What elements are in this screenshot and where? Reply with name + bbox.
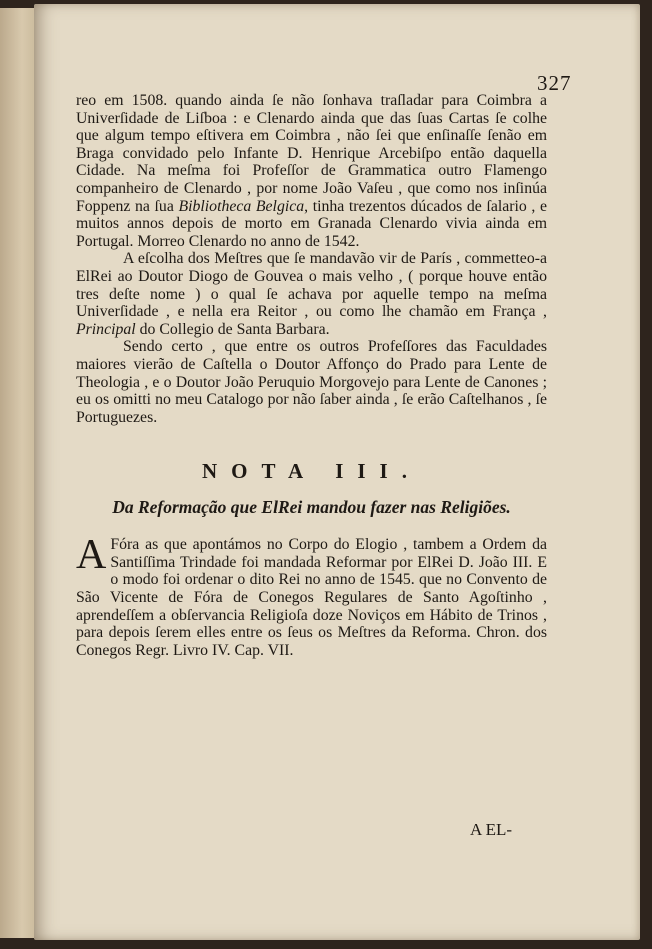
italic-term: Bibliotheca Belgica <box>178 197 305 215</box>
note-title: Da Reformação que ElRei mandou fazer nas Religiões. <box>112 497 511 518</box>
note-body-text: Fóra as que apontámos no Corpo do Elogio , tambem a Ordem da Santiſſima Trindade foi mandada Reformar por ElRei D. João III. E o modo foi ordenar o dito Rei no anno de 1545. que no Convento de São Vicente de Fóra de Conegos Regulares de Santo Agoſtinho , aprendeſſem a obſervancia Religioſa doze Noviços em Hábito de Trinos , para depois ſerem elles entre os ſeus os Meſtres da Reforma. Chron. dos Conegos Regr. Livro IV. Cap. VII. <box>76 536 547 659</box>
text-run: A eſcolha dos Meſtres que ſe mandavão vir de París , commetteo-a ElRei ao Doutor Diogo de Gouvea o mais velho , ( porque houve então tres deſte nome ) o qual ſe achava por aquelle tempo na meſma Univerſidade , e nella era Reitor , ou como lhe chamão em França , <box>76 250 547 321</box>
note-heading: NOTA III. <box>202 459 421 484</box>
page-text <box>76 92 547 659</box>
text-run: , tinha trezentos dúcados de ſalario , e muitos annos depois de morto em Granada Clenardo vivia ainda em Portugal. Morreo Clenardo no anno de 1542. <box>76 197 547 250</box>
paragraph-professores <box>76 338 547 426</box>
page-number: 327 <box>537 71 572 95</box>
text-run: Sendo certo , que entre os outros Profeſſores das Faculdades maiores vierão de Caſtella o Doutor Affonço do Prado para Lente de Theologia , e o Doutor João Peruquio Morgovejo para Lente de Canones ; eu os omitti no meu Catalogo por não ſaber ainda , ſe erão Caſtelhanos , ſe Portuguezes. <box>76 338 547 426</box>
italic-term: Principal <box>76 320 136 338</box>
text-run: do Collegio de Santa Barbara. <box>135 320 330 338</box>
note-body-paragraph <box>76 532 547 659</box>
catchword: A EL- <box>470 820 513 839</box>
drop-cap: A <box>76 532 107 579</box>
paragraph-mestres <box>76 250 547 338</box>
paragraph-clenardo <box>76 92 547 250</box>
text-run: reo em 1508. quando ainda ſe não ſonhava traſladar para Coimbra a Univerſidade de Liſboa : e Clenardo ainda que das ſuas Cartas ſe colhe que algum tempo eſtivera em Coimbra , não ſei que enſinaſſe ſenão em Braga convidado pelo Infante D. Henrique Arcebiſpo então daquella Cidade. Na meſma foi Profeſſor de Grammatica outro Flamengo companheiro de Clenardo , por nome João Vaſeu , que como nos inſinúa Foppenz na ſua <box>76 92 547 215</box>
